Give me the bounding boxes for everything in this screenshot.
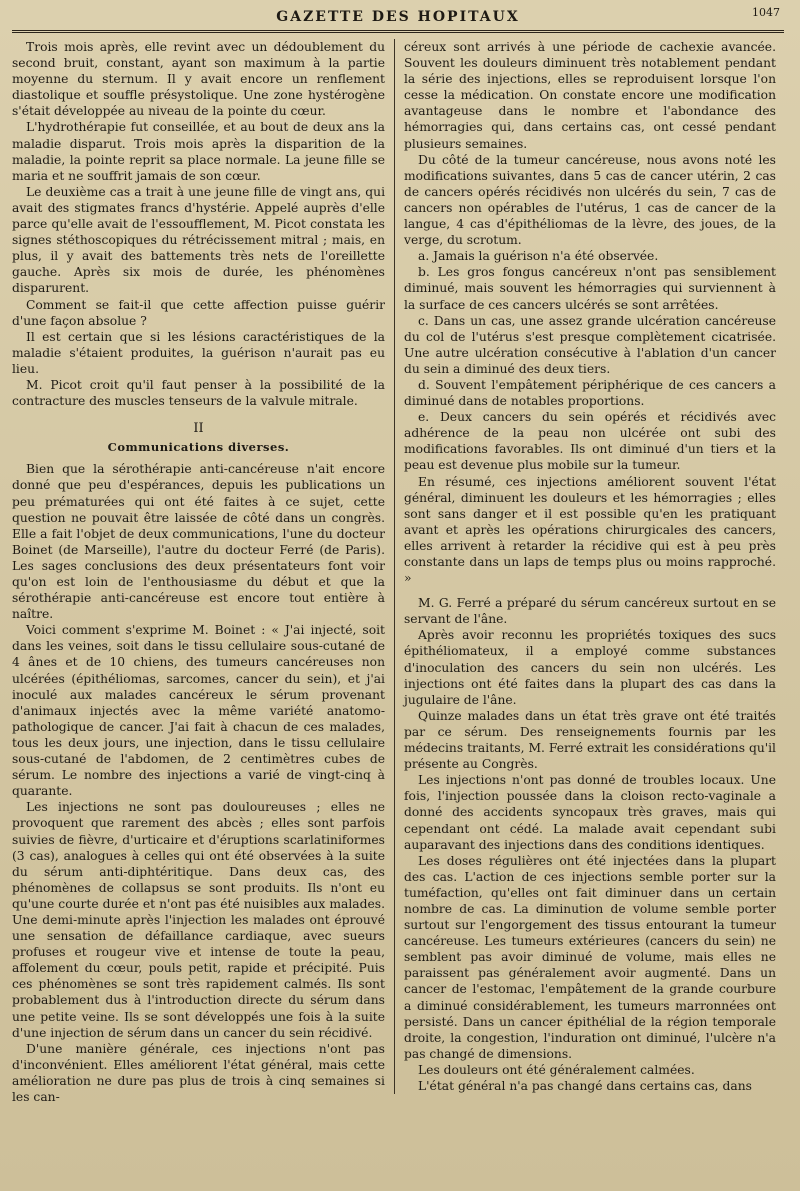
paragraph: Quinze malades dans un état très grave ont été traités par ce sérum. Des renseignements fournis par les médecins traitants, M. Ferré extrait les considérations qu'il présente au Congrès. xyxy=(404,708,776,772)
paragraph: Bien que la sérothérapie anti-cancéreuse n'ait encore donné que peu d'espérances, depuis les publications un peu prématurées qui ont été faites à ce sujet, cette question ne pouvait être laissée de côté dans un congrès. Elle a fait l'objet de deux communications, l'une du docteur Boinet (de Marseille), l'autre du docteur Ferré (de Paris). Les sages conclusions des deux présentateurs font voir qu'on est loin de l'enthousiasme du début et que la sérothérapie anti-cancéreuse est encore tout entière à naître. xyxy=(12,462,385,622)
paragraph: Trois mois après, elle revint avec un dédoublement du second bruit, constant, ayant son maximum à la partie moyenne du sternum. Il y avait encore un renflement diastolique et souffle présystolique. Une zone hystérogène s'était développée au niveau de la pointe du cœur. xyxy=(12,40,385,119)
paragraph: Les douleurs ont été généralement calmées. xyxy=(418,1062,695,1077)
paragraph: céreux sont arrivés à une période de cachexie avancée. Souvent les douleurs diminuent très notablement pendant la série des injections, elles se reproduisent lorsque l'on cesse la médication. On constate encore une modification avantageuse dans le nombre et l'abondance des hémorragies qui, dans certains cas, ont cessé pendant plusieurs semaines. xyxy=(404,40,776,151)
paragraph: Il est certain que si les lésions caractéristiques de la maladie s'étaient produites, la guérison n'aurait pas eu lieu. xyxy=(12,329,385,376)
paragraph: Les injections ne sont pas douloureuses ; elles ne provoquent que rarement des abcès ; elles sont parfois suivies de fièvre, d'urticaire et d'éruptions scarlatiniformes (3 cas), analogues à celles qui ont été observées à la suite du sérum anti-diphtéritique. Dans deux cas, des phénomènes de collapsus se sont produits. Ils n'ont eu qu'une courte durée et n'ont pas été nuisibles aux malades. Une demi-minute après l'injection les malades ont éprouvé une sensation de défaillance cardiaque, avec sueurs profuses et rougeur vive et intense de toute la peau, affolement du cœur, pouls petit, rapide et précipité. Puis ces phénomènes se sont très rapidement calmés. Ils sont probablement dus à l'introduction directe du sérum dans une petite veine. Ils se sont développés une fois à la suite d'une injection de sérum dans un cancer du sein récidivé. xyxy=(12,800,385,1040)
paragraph: M. G. Ferré a préparé du sérum cancéreux surtout en se servant de l'âne. xyxy=(404,596,776,627)
list-item: a. Jamais la guérison n'a été observée. xyxy=(418,249,659,264)
paragraph: Comment se fait-il que cette affection puisse guérir d'une façon absolue ? xyxy=(12,297,385,328)
list-item: b. Les gros fongus cancéreux n'ont pas sensiblement diminué, mais souvent les hémorragies qui surviennent à la surface de ces cancers ulcérés se sont arrêtées. xyxy=(404,265,776,312)
paragraph: En résumé, ces injections améliorent souvent l'état général, diminuent les douleurs et les hémorragies ; elles sont sans danger et il est possible qu'en les pratiquant avant et après les opérations chirurgicales des cancers, elles arrivent à retarder la récidive qui est à peu près constante dans un laps de temps plus ou moins rapproché. » xyxy=(404,474,776,586)
header-rule xyxy=(12,30,784,33)
paragraph: Après avoir reconnu les propriétés toxiques des sucs épithéliomateux, il a employé comme substances d'inoculation des cancers du sein non ulcérés. Les injections ont été faites dans la plupart des cas dans la jugulaire de l'âne. xyxy=(404,628,776,707)
paragraph: Le deuxième cas a trait à une jeune fille de vingt ans, qui avait des stigmates francs d'hystérie. Appelé auprès d'elle parce qu'elle avait de l'essoufflement, M. Picot constata les signes stéthoscopiques du rétrécissement mitral ; mais, en plus, il y avait des battements très nets de l'oreillette gauche. Après six mois de durée, les phénomènes disparurent. xyxy=(12,184,385,296)
paragraph: Les doses régulières ont été injectées dans la plupart des cas. L'action de ces injections semble porter sur la tuméfaction, qu'elles ont fait diminuer dans un certain nombre de cas. La diminution de volume semble porter surtout sur l'engorgement des tissus entourant la tumeur cancéreuse. Les tumeurs extérieures (cancers du sein) ne semblent pas avoir diminué de volume, mais elles ne paraissent pas généralement avoir augmenté. Dans un cancer de l'estomac, l'empâtement de la grande courbure a diminué considérablement, les tumeurs marronnées ont persisté. Dans un cancer épithélial de la région temporale droite, la congestion, l'induration ont diminué, l'ulcère n'a pas changé de dimensions. xyxy=(404,853,776,1061)
paragraph: Du côté de la tumeur cancéreuse, nous avons noté les modifications suivantes, dans 5 cas de cancer utérin, 2 cas de cancers opérés récidivés non ulcérés du sein, 7 cas de cancers non opérables de l'utérus, 1 cas de cancer de la langue, 4 cas d'épithéliomas de la lèvre, des joues, de la verge, du scrotum. xyxy=(404,152,776,248)
publication-title: GAZETTE DES HOPITAUX xyxy=(276,9,520,25)
paragraph: D'une manière générale, ces injections n'ont pas d'inconvénient. Elles améliorent l'état général, mais cette amélioration ne dure pas plus de trois à cinq semaines si les can- xyxy=(12,1041,385,1104)
two-column-body xyxy=(12,39,784,1159)
paragraph: L'hydrothérapie fut conseillée, et au bout de deux ans la maladie disparut. Trois mois après la disparition de la maladie, la pointe reprit sa place normale. La jeune fille se maria et ne souffrit jamais de son cœur. xyxy=(12,120,385,183)
list-item: d. Souvent l'empâtement périphérique de ces cancers a diminué dans de notables proportions. xyxy=(404,377,776,409)
paragraph: L'état général n'a pas changé dans certains cas, dans xyxy=(418,1079,752,1093)
list-item: e. Deux cancers du sein opérés et récidivés avec adhérence de la peau non ulcérée ont subi des modifications favorables. Ils ont diminué d'un tiers et la peau est devenue plus mobile sur la tumeur. xyxy=(404,410,776,473)
running-head xyxy=(12,6,784,30)
page-number: 1047 xyxy=(752,6,780,19)
left-column xyxy=(12,39,394,1105)
paragraph: M. Picot croit qu'il faut penser à la possibilité de la contracture des muscles tenseurs de la valvule mitrale. xyxy=(12,377,385,409)
paragraph: Les injections n'ont pas donné de troubles locaux. Une fois, l'injection poussée dans la cloison recto-vaginale a donné des accidents syncopaux très graves, mais qui cependant ont cédé. La malade avait cependant subi auparavant des injections dans des conditions identiques. xyxy=(404,773,776,852)
right-column xyxy=(394,39,776,1094)
section-title: Communications diverses. xyxy=(107,440,290,455)
paragraph: Voici comment s'exprime M. Boinet : « J'ai injecté, soit dans les veines, soit dans le tissu cellulaire sous-cutané de 4 ânes et de 10 chiens, des tumeurs cancéreuses non ulcérées (épithéliomas, sarcomes, cancer du sein), et j'ai inoculé aux malades cancéreux le sérum provenant d'animaux injectés avec la même variété anatomo-pathologique de cancer. J'ai fait à chacun de ces malades, tous les deux jours, une injection, dans le tissu cellulaire sous-cutané de l'abdomen, de 2 centimètres cubes de sérum. Le nombre des injections a varié de vingt-cinq à quarante. xyxy=(12,623,385,799)
section-number: II xyxy=(193,421,204,437)
list-item: c. Dans un cas, une assez grande ulcération cancéreuse du col de l'utérus s'est presque complètement cicatrisée. Une autre ulcération consécutive à l'ablation d'un cancer du sein a diminué des deux tiers. xyxy=(404,313,776,376)
